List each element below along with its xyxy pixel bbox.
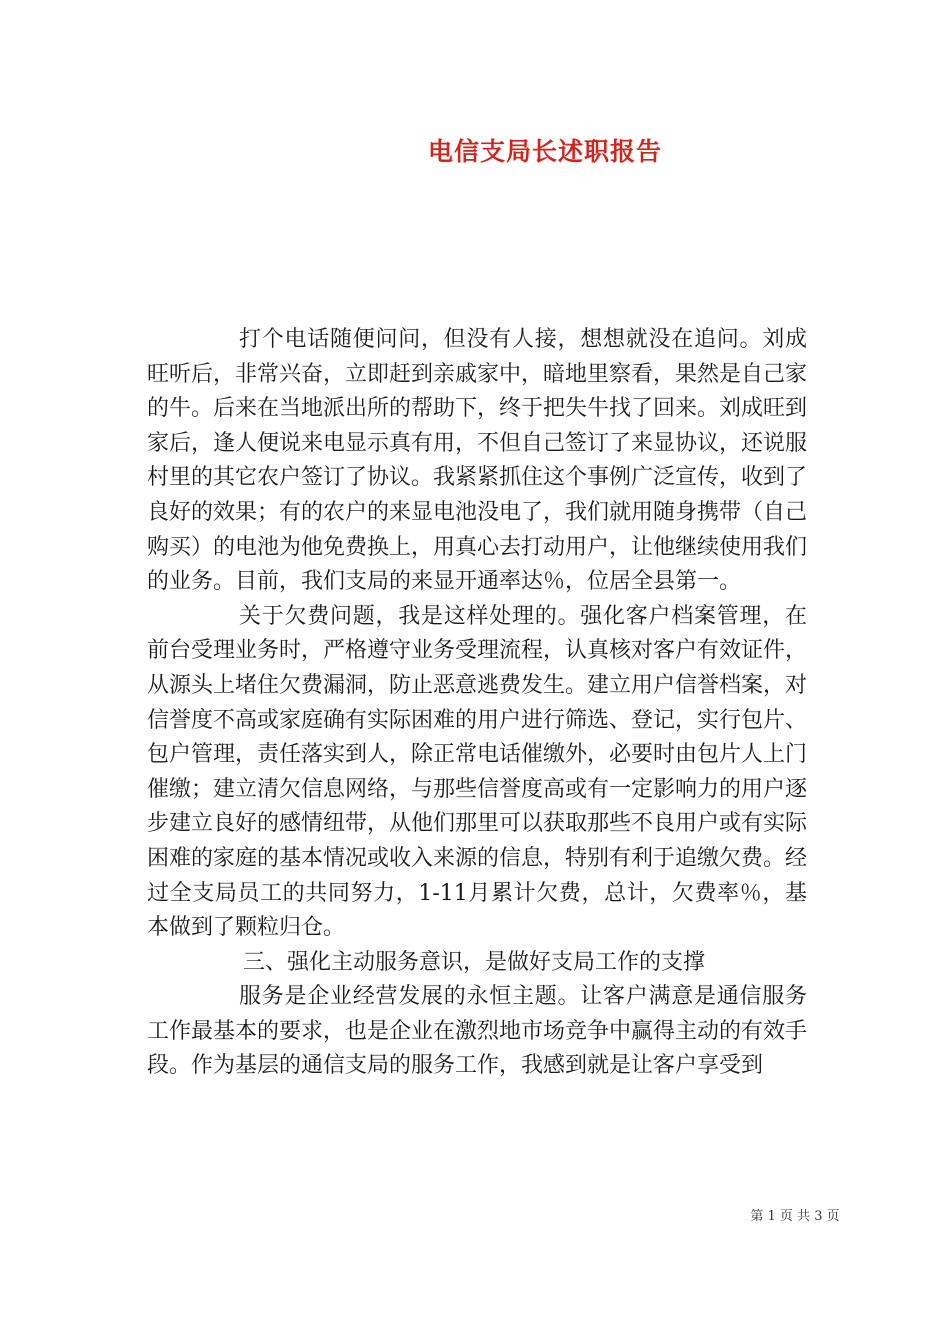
paragraph-3: 服务是企业经营发展的永恒主题。让客户满意是通信服务工作最基本的要求，也是企业在激烈地市场竞争中赢得主动的有效手段。作为基层的通信支局的服务工作，我感到就是让客户享受到 (147, 984, 808, 1079)
paragraph-2: 关于欠费问题，我是这样处理的。强化客户档案管理，在前台受理业务时，严格遵守业务受理流程，认真核对客户有效证件，从源头上堵住欠费漏洞，防止恶意逃费发生。建立用户信誉档案，对信誉度不高或家庭确有实际困难的用户进行筛选、登记，实行包片、包户管理，责任落实到人，除正常电话催缴外，必要时由包片人上门催缴；建立清欠信息网络，与那些信誉度高或有一定影响力的用户逐步建立良好的感情纽带，从他们那里可以获取那些不良用户或有实际困难的家庭的基本情况或收入来源的信息，特别有利于追缴欠费。经过全支局员工的共同努力，1-11月累计欠费，总计，欠费率％，基本做到了颗粒归仓。 (147, 603, 808, 941)
document-title: 电信支局长述职报告 (427, 137, 662, 166)
document-body (147, 323, 807, 1084)
paragraph-1: 打个电话随便问问，但没有人接，想想就没在追问。刘成旺听后，非常兴奋，立即赶到亲戚家中，暗地里察看，果然是自己家的牛。后来在当地派出所的帮助下，终于把失牛找了回来。刘成旺到家后，逢人便说来电显示真有用，不但自己签订了来显协议，还说服村里的其它农户签订了协议。我紧紧抓住这个事例广泛宣传，收到了良好的效果；有的农户的来显电池没电了，我们就用随身携带（自己购买）的电池为他免费换上，用真心去打动用户，让他继续使用我们的业务。目前，我们支局的来显开通率达％，位居全县第一。 (147, 327, 808, 595)
page-number-footer: 第 1 页 共 3 页 (750, 1209, 840, 1224)
section-heading: 三、强化主动服务意识，是做好支局工作的支撑 (243, 949, 706, 975)
